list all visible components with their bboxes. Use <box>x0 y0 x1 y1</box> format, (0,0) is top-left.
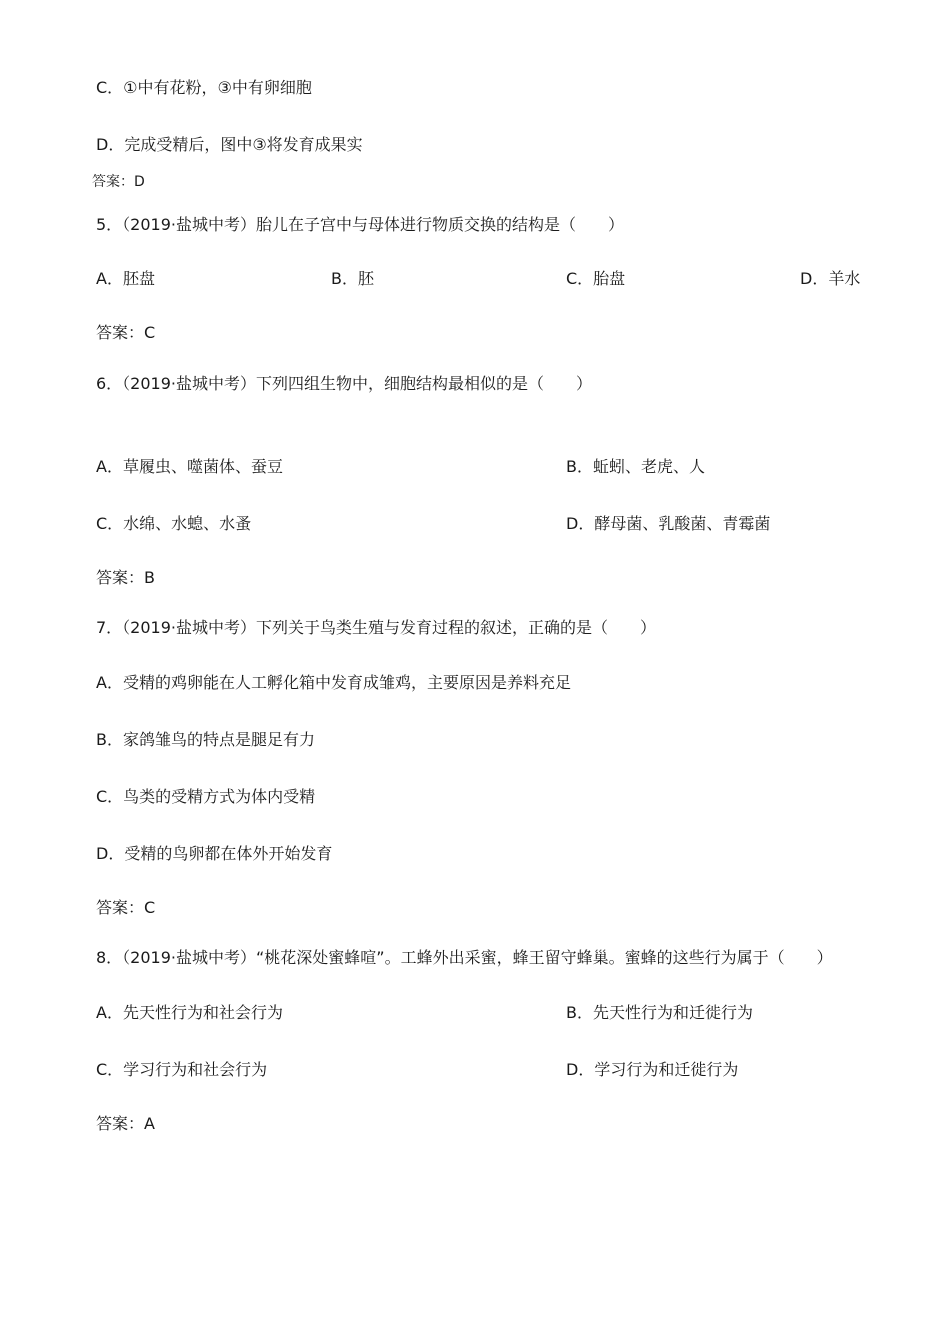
q7-answer: 答案：C <box>96 898 156 917</box>
q6-option-a: A．草履虫、噬菌体、蚕豆 <box>96 457 283 476</box>
q5-question: 5．（2019·盐城中考）胎儿在子宫中与母体进行物质交换的结构是（ ） <box>96 215 624 234</box>
q7-option-b: B．家鸽雏鸟的特点是腿足有力 <box>96 730 315 749</box>
q8-answer: 答案：A <box>96 1114 155 1133</box>
q5-option-d: D．羊水 <box>800 269 861 288</box>
q7-option-a: A．受精的鸡卵能在人工孵化箱中发育成雏鸡，主要原因是养料充足 <box>96 673 571 692</box>
q6-answer: 答案：B <box>96 568 155 587</box>
q8-question: 8．（2019·盐城中考）“桃花深处蜜蜂喧”。工蜂外出采蜜，蜂王留守蜂巢。蜜蜂的这些行为属于（ ） <box>96 948 833 967</box>
q8-option-c: C．学习行为和社会行为 <box>96 1060 268 1079</box>
q5-option-b: B．胚 <box>331 269 374 288</box>
q5-answer: 答案：C <box>96 323 156 342</box>
q4-option-d: D．完成受精后，图中③将发育成果实 <box>96 135 363 154</box>
q8-option-a: A．先天性行为和社会行为 <box>96 1003 283 1022</box>
q6-option-b: B．蚯蚓、老虎、人 <box>566 457 705 476</box>
q6-option-d: D．酵母菌、乳酸菌、青霉菌 <box>566 514 771 533</box>
q5-option-a: A．胚盘 <box>96 269 155 288</box>
q6-option-c: C．水绵、水螅、水蚤 <box>96 514 252 533</box>
q8-option-d: D．学习行为和迁徙行为 <box>566 1060 739 1079</box>
q5-option-c: C．胎盘 <box>566 269 626 288</box>
q7-option-d: D．受精的鸟卵都在体外开始发育 <box>96 844 333 863</box>
q7-option-c: C．鸟类的受精方式为体内受精 <box>96 787 316 806</box>
q8-option-b: B．先天性行为和迁徙行为 <box>566 1003 753 1022</box>
q4-option-c: C．①中有花粉，③中有卵细胞 <box>96 78 312 97</box>
q6-question: 6．（2019·盐城中考）下列四组生物中，细胞结构最相似的是（ ） <box>96 374 592 393</box>
q7-question: 7．（2019·盐城中考）下列关于鸟类生殖与发育过程的叙述，正确的是（ ） <box>96 618 656 637</box>
q4-answer: 答案：D <box>92 174 145 190</box>
